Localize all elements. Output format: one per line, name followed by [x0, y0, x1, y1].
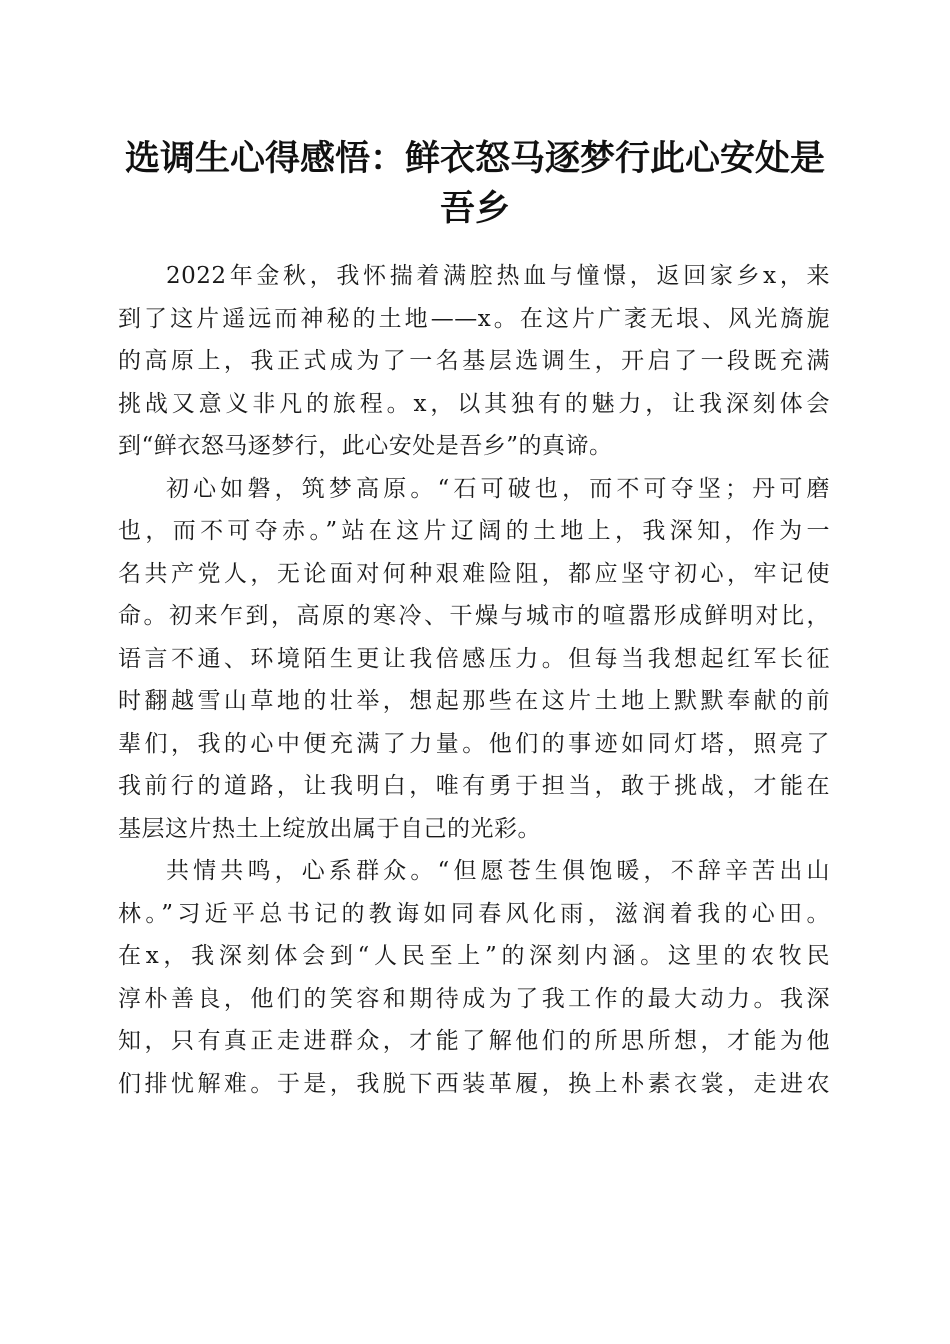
text-line: 2022年金秋，我怀揣着满腔热血与憧憬，返回家乡x，来: [166, 263, 830, 289]
text-line: 到“鲜衣怒马逐梦行，此心安处是吾乡”的真谛。: [118, 433, 613, 459]
text-line: 知，只有真正走进群众，才能了解他们的所思所想，才能为他: [118, 1028, 830, 1054]
text-line: 基层这片热土上绽放出属于自己的光彩。: [118, 815, 541, 842]
document-body: [118, 255, 830, 1105]
paragraph-3: [118, 850, 830, 1105]
text-line: 们排忧解难。于是，我脱下西装革履，换上朴素衣裳，走进农: [118, 1070, 830, 1097]
text-line: 名共产党人，无论面对何种艰难险阻，都应坚守初心，牢记使: [118, 560, 830, 587]
title-line: 吾乡: [439, 188, 510, 229]
text-line: 我前行的道路，让我明白，唯有勇于担当，敢于挑战，才能在: [118, 773, 830, 799]
text-line: 在x，我深刻体会到“人民至上”的深刻内涵。这里的农牧民: [118, 943, 830, 969]
text-line: 语言不通、环境陌生更让我倍感压力。但每当我想起红军长征: [118, 645, 830, 672]
text-line: 挑战又意义非凡的旅程。x，以其独有的魅力，让我深刻体会: [118, 390, 830, 417]
text-line: 命。初来乍到，高原的寒冷、干燥与城市的喧嚣形成鲜明对比，: [118, 603, 830, 629]
text-line: 初心如磐，筑梦高原。“石可破也，而不可夺坚；丹可磨: [166, 475, 830, 502]
text-line: 林。”习近平总书记的教诲如同春风化雨，滋润着我的心田。: [118, 900, 830, 927]
text-line: 也，而不可夺赤。”站在这片辽阔的土地上，我深知，作为一: [118, 518, 830, 544]
document-title: [100, 134, 850, 234]
text-line: 辈们，我的心中便充满了力量。他们的事迹如同灯塔，照亮了: [118, 730, 830, 757]
paragraph-1: [118, 255, 830, 468]
text-line: 到了这片遥远而神秘的土地——x。在这片广袤无垠、风光旖旎: [118, 305, 830, 332]
text-line: 的高原上，我正式成为了一名基层选调生，开启了一段既充满: [118, 348, 830, 374]
text-line: 淳朴善良，他们的笑容和期待成为了我工作的最大动力。我深: [118, 985, 830, 1012]
paragraph-2: [118, 468, 830, 851]
text-line: 共情共鸣，心系群众。“但愿苍生俱饱暖，不辞辛苦出山: [166, 858, 830, 884]
title-line: 选调生心得感悟：鲜衣怒马逐梦行此心安处是: [124, 138, 825, 179]
text-line: 时翻越雪山草地的壮举，想起那些在这片土地上默默奉献的前: [118, 688, 830, 714]
